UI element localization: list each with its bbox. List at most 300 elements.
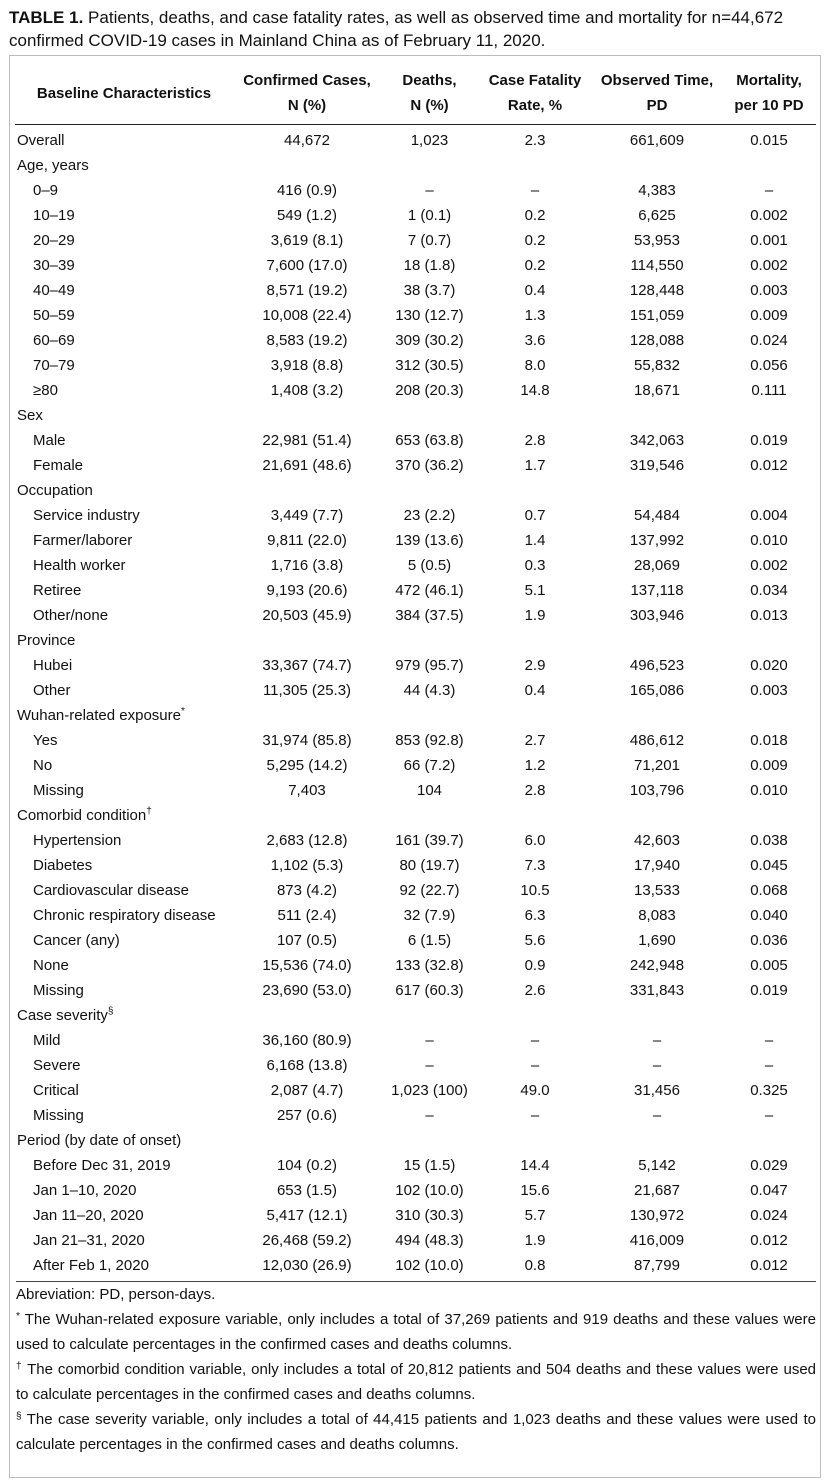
table-cell: 137,992 — [629, 532, 685, 549]
table-cell: 165,086 — [629, 682, 685, 699]
table-cell: 14.4 — [520, 1157, 550, 1174]
table-cell: 21,687 — [634, 1182, 680, 1199]
table-cell: – — [764, 182, 774, 199]
table-cell: 0.005 — [750, 957, 788, 974]
table-cell: 496,523 — [629, 657, 685, 674]
table-cell: 416 (0.9) — [276, 182, 338, 199]
table-cell: 18,671 — [634, 382, 680, 399]
row-label: Hubei — [33, 657, 73, 674]
table-cell: 102 (10.0) — [395, 1257, 464, 1274]
table-cell: 617 (60.3) — [395, 982, 464, 999]
table-cell: 303,946 — [629, 607, 685, 624]
table-cell: – — [652, 1032, 662, 1049]
table-cell: 23 (2.2) — [403, 507, 456, 524]
table-cell: – — [530, 182, 540, 199]
table-cell: 5,417 (12.1) — [266, 1207, 348, 1224]
table-row — [15, 853, 816, 878]
table-cell — [592, 403, 722, 428]
table-cell — [381, 803, 478, 828]
row-label: Other — [33, 682, 71, 699]
row-label: Female — [33, 457, 84, 474]
table-cell: 0.4 — [524, 282, 546, 299]
table-cell: 7 (0.7) — [407, 232, 452, 249]
table-cell: 107 (0.5) — [276, 932, 338, 949]
table-cell: 0.038 — [750, 832, 788, 849]
table-cell: 1,716 (3.8) — [270, 557, 344, 574]
table-cell — [478, 1128, 592, 1153]
table-cell — [233, 153, 381, 178]
table-cell: 0.012 — [750, 457, 788, 474]
row-label: Cardiovascular disease — [33, 882, 189, 899]
table-row — [15, 378, 816, 403]
row-label: Occupation — [17, 482, 93, 499]
table-cell — [722, 153, 816, 178]
table-cell: 6 (1.5) — [407, 932, 452, 949]
table-row — [15, 253, 816, 278]
row-label: Before Dec 31, 2019 — [33, 1157, 171, 1174]
table-cell: 7.3 — [524, 857, 546, 874]
table-cell: 0.012 — [750, 1232, 788, 1249]
table-cell: 42,603 — [634, 832, 680, 849]
table-cell: 0.040 — [750, 907, 788, 924]
row-label: Missing — [33, 782, 84, 799]
table-cell: 11,305 (25.3) — [262, 682, 352, 699]
row-label: Jan 11–20, 2020 — [33, 1207, 144, 1224]
table-cell: 5,295 (14.2) — [266, 757, 348, 774]
table-cell: 0.015 — [750, 132, 788, 149]
table-row — [15, 528, 816, 553]
row-label: Sex — [17, 407, 43, 424]
table-cell: 8,583 (19.2) — [266, 332, 348, 349]
row-label: Critical — [33, 1082, 79, 1099]
table-cell: – — [764, 1057, 774, 1074]
table-cell: 0.2 — [524, 232, 546, 249]
table-cell: 6.0 — [524, 832, 546, 849]
table-cell — [592, 478, 722, 503]
col-header-case-fatality-rate: Case Fatality Rate, % — [478, 63, 592, 125]
table-cell — [478, 803, 592, 828]
table-cell: 0.024 — [750, 332, 788, 349]
row-label: 70–79 — [33, 357, 75, 374]
table-cell: – — [425, 1032, 434, 1049]
table-cell — [478, 703, 592, 728]
table-cell — [478, 628, 592, 653]
table-cell: 310 (30.3) — [395, 1207, 464, 1224]
table-cell: 31,456 — [634, 1082, 680, 1099]
row-label: Male — [33, 432, 66, 449]
table-cell — [592, 153, 722, 178]
table-row — [15, 428, 816, 453]
table-cell: 0.045 — [750, 857, 788, 874]
table-cell: 22,981 (51.4) — [262, 432, 352, 449]
table-cell — [478, 153, 592, 178]
table-cell — [233, 628, 381, 653]
footnotes — [16, 1281, 816, 1457]
table-row — [15, 228, 816, 253]
table-cell: 3,619 (8.1) — [270, 232, 344, 249]
table-row — [15, 753, 816, 778]
table-cell: 257 (0.6) — [276, 1107, 338, 1124]
table-cell: 0.009 — [750, 307, 788, 324]
row-label: Service industry — [33, 507, 140, 524]
table-cell: 128,088 — [629, 332, 685, 349]
table-row — [15, 578, 816, 603]
table-cell: 0.019 — [750, 982, 788, 999]
table-cell: – — [425, 182, 434, 199]
table-cell: 0.019 — [750, 432, 788, 449]
table-caption — [9, 6, 824, 52]
table-row — [15, 1228, 816, 1253]
table-cell: 0.034 — [750, 582, 788, 599]
table-cell: 1.3 — [524, 307, 546, 324]
footnote-marker: § — [16, 1411, 22, 1422]
table-cell: 54,484 — [634, 507, 680, 524]
table-cell: 0.111 — [751, 382, 787, 399]
table-cell — [592, 1128, 722, 1153]
table-cell: 0.029 — [750, 1157, 788, 1174]
table-cell: 1,023 (100) — [391, 1082, 468, 1099]
table-cell: 3,918 (8.8) — [270, 357, 344, 374]
table-cell: 15 (1.5) — [403, 1157, 456, 1174]
table-cell: 9,811 (22.0) — [267, 532, 347, 549]
table-cell: 55,832 — [634, 357, 680, 374]
col-header-baseline-characteristics: Baseline Characteristics — [15, 63, 233, 125]
row-label: Farmer/laborer — [33, 532, 133, 549]
table-cell: 1,408 (3.2) — [270, 382, 344, 399]
table-cell: 1.9 — [524, 607, 546, 624]
table-cell — [592, 703, 722, 728]
footnote: § The case severity variable, only includes a total of 44,415 patients and 1,023 deaths and these values were used to calculate percentages in the confirmed cases and deaths columns. — [16, 1411, 816, 1453]
table-row — [15, 1178, 816, 1203]
table-cell: 511 (2.4) — [277, 907, 337, 924]
table-cell: 7,600 (17.0) — [266, 257, 348, 274]
footnote: Abreviation: PD, person-days. — [16, 1286, 216, 1303]
row-label: Period (by date of onset) — [17, 1132, 182, 1149]
table-cell: 319,546 — [629, 457, 685, 474]
table-cell: 53,953 — [634, 232, 680, 249]
table-cell: 26,468 (59.2) — [262, 1232, 352, 1249]
table-row — [15, 1203, 816, 1228]
table-row — [15, 1028, 816, 1053]
table-row — [15, 928, 816, 953]
footnote: * The Wuhan-related exposure variable, only includes a total of 37,269 patients and 919 deaths and these values were used to calculate percentages in the confirmed cases and deaths columns. — [16, 1311, 816, 1353]
table-cell: 1.7 — [524, 457, 546, 474]
row-label: ≥80 — [33, 382, 58, 399]
table-row — [15, 353, 816, 378]
table-cell: 104 — [416, 782, 443, 799]
table-caption-text: Patients, deaths, and case fatality rates, as well as observed time and mortality for n=44,672 confirmed COVID-19 cases in Mainland China as of February 11, 2020. — [9, 8, 784, 50]
table-cell: 2,087 (4.7) — [270, 1082, 344, 1099]
table-cell: 10.5 — [520, 882, 550, 899]
table-cell: 17,940 — [634, 857, 680, 874]
row-label: Severe — [33, 1057, 81, 1074]
table-row — [15, 278, 816, 303]
table-cell: 0.2 — [524, 207, 546, 224]
table-cell: 137,118 — [630, 582, 684, 599]
table-cell: 384 (37.5) — [395, 607, 464, 624]
footnote-marker: § — [107, 1006, 114, 1017]
table-cell: 0.010 — [750, 782, 788, 799]
table-row — [15, 303, 816, 328]
table-cell: 10,008 (22.4) — [262, 307, 352, 324]
table-cell: 114,550 — [630, 257, 684, 274]
table-cell: 0.009 — [750, 757, 788, 774]
table-cell: 2,683 (12.8) — [266, 832, 348, 849]
table-section-row — [15, 403, 816, 428]
table-row — [15, 728, 816, 753]
table-cell: 71,201 — [634, 757, 680, 774]
table-cell: – — [652, 1057, 662, 1074]
table-row — [15, 828, 816, 853]
row-label: Wuhan-related exposure* — [17, 706, 185, 724]
table-row — [15, 553, 816, 578]
table-row — [15, 503, 816, 528]
table-cell: 653 (1.5) — [276, 1182, 338, 1199]
table-cell: 1.9 — [524, 1232, 546, 1249]
table-cell — [233, 403, 381, 428]
table-row — [15, 1103, 816, 1128]
table-cell: 6.3 — [524, 907, 546, 924]
table-cell: 1,690 — [638, 932, 676, 949]
footnote-marker: * — [181, 706, 185, 717]
table-cell: – — [530, 1032, 540, 1049]
table-cell: 0.012 — [750, 1257, 788, 1274]
table-cell: 9,193 (20.6) — [266, 582, 348, 599]
row-label: Chronic respiratory disease — [33, 907, 216, 924]
table-cell: 0.002 — [750, 557, 788, 574]
table-cell: 2.3 — [524, 132, 546, 149]
table-row — [15, 1053, 816, 1078]
table-cell: – — [425, 1107, 434, 1124]
table-cell: 133 (32.8) — [395, 957, 464, 974]
footnote-marker: † — [16, 1361, 23, 1372]
row-label: Jan 21–31, 2020 — [33, 1232, 145, 1249]
table-cell — [722, 628, 816, 653]
table-cell: 0.036 — [750, 932, 788, 949]
table-frame — [9, 55, 821, 1478]
table-cell: 102 (10.0) — [395, 1182, 464, 1199]
table-cell: 151,059 — [629, 307, 685, 324]
table-cell: 139 (13.6) — [395, 532, 464, 549]
table-row — [15, 603, 816, 628]
table-cell: 15,536 (74.0) — [262, 957, 352, 974]
table-cell: 0.003 — [750, 682, 788, 699]
row-label: Hypertension — [33, 832, 122, 849]
table-cell — [233, 478, 381, 503]
table-cell: 66 (7.2) — [403, 757, 456, 774]
row-label: Case severity§ — [17, 1006, 114, 1024]
table-cell: 0.010 — [750, 532, 788, 549]
table-cell: 8,571 (19.2) — [266, 282, 348, 299]
table-cell: 1,102 (5.3) — [270, 857, 344, 874]
table-cell — [592, 803, 722, 828]
table-cell: 0.013 — [750, 607, 788, 624]
table-cell: 1,023 — [410, 132, 449, 149]
table-cell: 128,448 — [629, 282, 685, 299]
table-row — [15, 953, 816, 978]
row-label: Retiree — [33, 582, 82, 599]
table-cell: 38 (3.7) — [403, 282, 456, 299]
table-cell: 0.8 — [524, 1257, 546, 1274]
table-cell — [381, 153, 478, 178]
table-cell: 549 (1.2) — [276, 207, 338, 224]
table-row — [15, 653, 816, 678]
table-cell — [722, 803, 816, 828]
row-label: Cancer (any) — [33, 932, 120, 949]
row-label: 30–39 — [33, 257, 75, 274]
row-label: Health worker — [33, 557, 126, 574]
row-label: Overall — [17, 132, 65, 149]
table-cell: 661,609 — [629, 132, 685, 149]
table-cell: 103,796 — [629, 782, 685, 799]
col-header-deaths: Deaths, N (%) — [381, 63, 478, 125]
table-cell: 0.002 — [750, 257, 788, 274]
table-cell: 472 (46.1) — [395, 582, 464, 599]
table-row — [15, 778, 816, 803]
table-cell: 6,625 — [638, 207, 676, 224]
table-section-row — [15, 125, 816, 154]
table-cell: 5.6 — [524, 932, 546, 949]
table-cell — [381, 703, 478, 728]
table-row — [15, 903, 816, 928]
table-cell: 44 (4.3) — [403, 682, 456, 699]
row-label: 50–59 — [33, 307, 75, 324]
table-cell: 3.6 — [524, 332, 546, 349]
table-cell: 0.325 — [750, 1082, 788, 1099]
table-cell: 0.3 — [524, 557, 546, 574]
row-label: After Feb 1, 2020 — [33, 1257, 149, 1274]
table-cell: 32 (7.9) — [403, 907, 456, 924]
table-cell: 33,367 (74.7) — [262, 657, 352, 674]
table-cell: 0.024 — [750, 1207, 788, 1224]
table-cell: 0.9 — [524, 957, 546, 974]
table-section-row — [15, 153, 816, 178]
table-cell: 0.001 — [750, 232, 788, 249]
table-cell: 36,160 (80.9) — [262, 1032, 352, 1049]
table-row — [15, 1253, 816, 1278]
table-row — [15, 1078, 816, 1103]
table-cell: 5.7 — [524, 1207, 546, 1224]
table-cell: 161 (39.7) — [395, 832, 464, 849]
table-cell: 44,672 — [284, 132, 330, 149]
table-cell: – — [764, 1032, 774, 1049]
table-cell: 0.068 — [750, 882, 788, 899]
row-label: 0–9 — [33, 182, 59, 199]
table-row — [15, 678, 816, 703]
table-cell: 208 (20.3) — [395, 382, 464, 399]
table-cell: 0.047 — [750, 1182, 788, 1199]
table-cell — [381, 403, 478, 428]
table-cell: 14.8 — [520, 382, 550, 399]
row-label: Age, years — [17, 157, 89, 174]
footnote-marker: † — [146, 806, 152, 817]
row-label: Diabetes — [33, 857, 93, 874]
table-cell: – — [425, 1057, 434, 1074]
table-cell: 2.6 — [524, 982, 546, 999]
row-label: Jan 1–10, 2020 — [33, 1182, 137, 1199]
table-cell: 5,142 — [638, 1157, 676, 1174]
table-cell: 312 (30.5) — [395, 357, 464, 374]
table-cell: 92 (22.7) — [399, 882, 460, 899]
row-label: Other/none — [33, 607, 109, 624]
table-cell: 0.056 — [750, 357, 788, 374]
header-row — [15, 63, 816, 125]
table-body — [15, 125, 816, 1279]
row-label: No — [33, 757, 53, 774]
table-cell: 416,009 — [629, 1232, 685, 1249]
table-cell — [722, 703, 816, 728]
table-cell — [233, 1128, 381, 1153]
table-cell: 486,612 — [629, 732, 685, 749]
table-cell: 80 (19.7) — [399, 857, 460, 874]
table-cell: 21,691 (48.6) — [262, 457, 352, 474]
table-cell — [592, 628, 722, 653]
row-label: 60–69 — [33, 332, 75, 349]
col-header-mortality: Mortality, per 10 PD — [722, 63, 816, 125]
table-section-row — [15, 1128, 816, 1153]
row-label: None — [33, 957, 69, 974]
table-cell: 494 (48.3) — [395, 1232, 464, 1249]
footnote-marker: * — [16, 1311, 20, 1322]
table-row — [15, 203, 816, 228]
table-section-row — [15, 1003, 816, 1028]
table-cell: 653 (63.8) — [395, 432, 464, 449]
table-cell: 342,063 — [629, 432, 685, 449]
table-cell: 979 (95.7) — [395, 657, 464, 674]
table-section-row — [15, 703, 816, 728]
table-cell: 0.020 — [750, 657, 788, 674]
table-cell: 31,974 (85.8) — [262, 732, 352, 749]
row-label: 10–19 — [33, 207, 75, 224]
table-row — [15, 878, 816, 903]
table-cell: 2.7 — [524, 732, 546, 749]
table-cell: 242,948 — [629, 957, 685, 974]
table-cell — [722, 403, 816, 428]
table-cell — [478, 403, 592, 428]
row-label: Province — [17, 632, 76, 649]
table-cell: 8,083 — [638, 907, 676, 924]
table-cell: 2.9 — [524, 657, 546, 674]
table-cell — [381, 1003, 478, 1028]
table-cell: – — [530, 1107, 540, 1124]
table-cell: 8.0 — [524, 357, 546, 374]
table-cell: 1 (0.1) — [407, 207, 452, 224]
table-cell: 130 (12.7) — [395, 307, 464, 324]
row-label: Missing — [33, 982, 84, 999]
table-cell — [233, 803, 381, 828]
data-table — [15, 63, 816, 1278]
row-label: Missing — [33, 1107, 84, 1124]
table-row — [15, 978, 816, 1003]
table-cell: – — [764, 1107, 774, 1124]
table-cell: 6,168 (13.8) — [266, 1057, 348, 1074]
table-cell: 104 (0.2) — [276, 1157, 338, 1174]
table-cell: 0.004 — [750, 507, 788, 524]
row-label: 40–49 — [33, 282, 75, 299]
table-section-row — [15, 478, 816, 503]
table-cell: – — [652, 1107, 662, 1124]
table-cell — [478, 478, 592, 503]
table-cell: – — [530, 1057, 540, 1074]
table-cell — [478, 1003, 592, 1028]
table-cell: 7,403 — [288, 782, 326, 799]
table-section-row — [15, 803, 816, 828]
row-label: Yes — [33, 732, 58, 749]
table-cell: 0.002 — [750, 207, 788, 224]
table-cell — [722, 1003, 816, 1028]
table-cell: 309 (30.2) — [395, 332, 464, 349]
col-header-observed-time: Observed Time, PD — [592, 63, 722, 125]
